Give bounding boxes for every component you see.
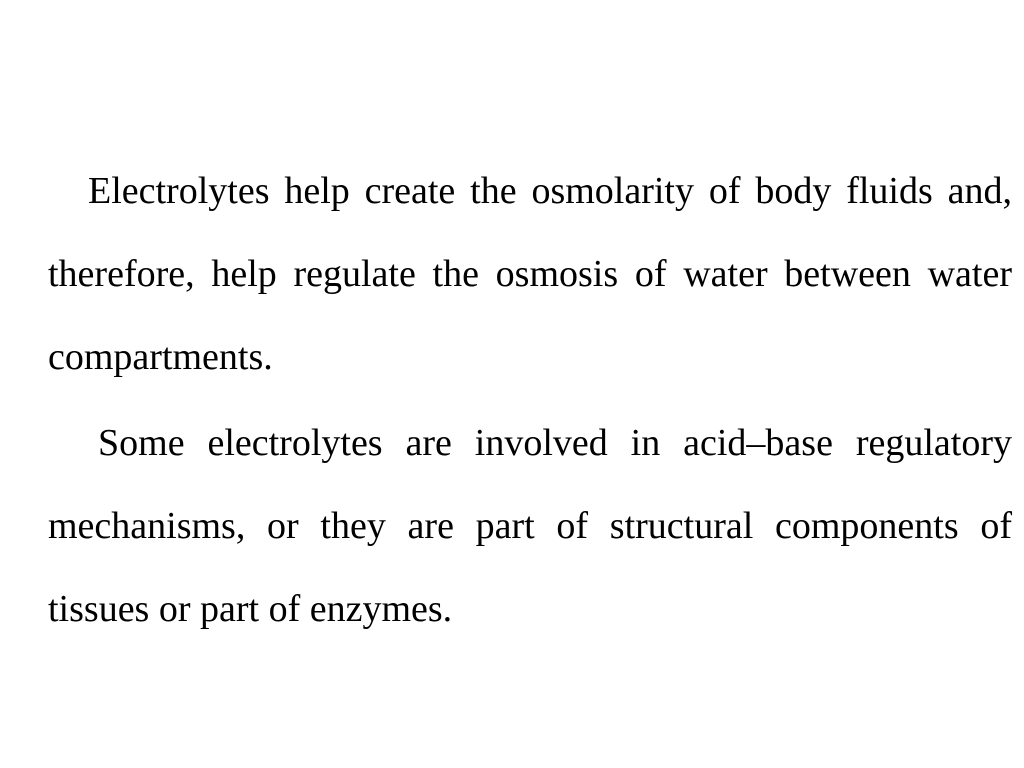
paragraph-electrolytes-acid-base: Some electrolytes are involved in acid–base regulatory mechanisms, or they are part of structural components of tissues or part of enzymes. — [48, 422, 1012, 630]
slide-body — [48, 150, 1012, 651]
paragraph-electrolytes-osmolarity: Electrolytes help create the osmolarity of body fluids and, therefore, help regulate the osmosis of water between water compartments. — [48, 170, 1012, 378]
